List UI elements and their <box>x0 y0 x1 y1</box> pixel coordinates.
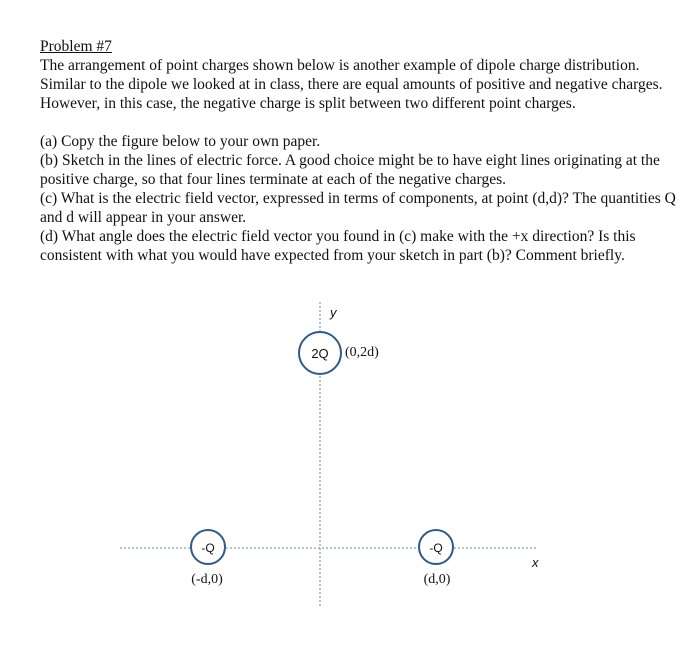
charge-positive-coord: (0,2d) <box>345 345 379 360</box>
y-axis-label: y <box>330 305 337 320</box>
charge-negative-left-coord: (-d,0) <box>191 572 223 587</box>
part-d: (d) What angle does the electric field vector you found in (c) make with the +x direction? Is this consistent with what you would have expected from your sketch in part (b)? Comment briefly. <box>40 228 636 264</box>
charge-negative-right-label: -Q <box>429 541 443 555</box>
part-b: (b) Sketch in the lines of electric force. A good choice might be to have eight lines originating at the positive charge, so that four lines terminate at each of the negative charges. <box>40 152 660 188</box>
part-a: (a) Copy the figure below to your own paper. <box>40 133 321 150</box>
charge-positive-2q <box>299 332 341 374</box>
part-c: (c) What is the electric field vector, expressed in terms of components, at point (d,d)? The quantities Q and d will appear in your answer. <box>40 190 676 226</box>
problem-intro: The arrangement of point charges shown below is another example of dipole charge distribution. Similar to the dipole we looked at in class, there are equal amounts of positive and negative charges. However, in this case, the negative charge is split between two different point charges. <box>40 57 663 112</box>
problem-heading: Problem #7 <box>40 38 112 55</box>
charge-negative-right <box>419 530 453 564</box>
charge-negative-left-label: -Q <box>201 541 215 555</box>
charge-negative-right-coord: (d,0) <box>423 572 451 587</box>
x-axis-label: x <box>532 555 539 570</box>
charge-positive-label: 2Q <box>311 346 329 361</box>
charge-negative-left <box>191 530 225 564</box>
